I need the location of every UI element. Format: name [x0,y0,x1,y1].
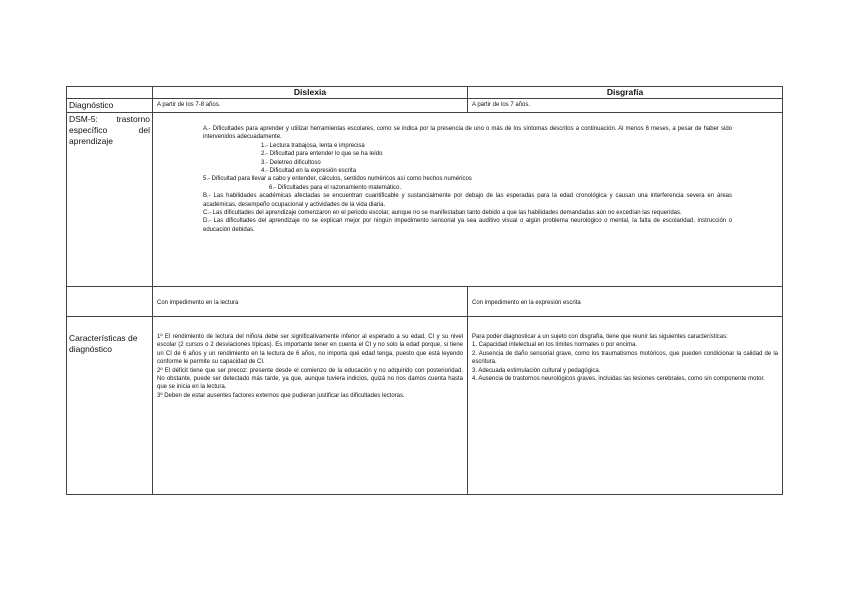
caracteristicas-dislexia [153,317,468,495]
dislexia-criterion-2: 2º El déficit tiene que ser precoz: presente desde el comienzo de la educación y no adquirido con posterioridad. No obstante, puede ser detectado más tarde, ya que, aunque tuviera indicios, quizá no nos damos cuenta hasta que se inicia en la lectura. [157,367,463,391]
criterion-a-item-1: 1.- Lectura trabajosa, lenta e imprecisa [261,142,365,149]
header-row [67,87,783,99]
disgrafia-criterion-2: 2. Ausencia de daño sensorial grave, como los traumatismos motóricos, que pueden condicionar la calidad de la escritura. [472,350,778,366]
dislexia-criterion-3: 3º Deben de estar ausentes factores externos que pudieran justificar las dificultades lectoras. [157,392,405,399]
caracteristicas-row [67,317,783,495]
subheader-row [67,287,783,317]
subheader-dislexia-text: Con impedimento en la lectura [157,300,239,306]
dsm5-row [67,113,783,287]
disgrafia-criterion-4: 4. Ausencia de trastornos neurológicos graves, incluidas las lesiones cerebrales, como sin componente motor. [472,376,765,383]
comparison-table [66,86,783,495]
criterion-c: C.- Las dificultades del aprendizaje comenzaron en el periodo escolar, aunque no se manifestaban tanto debido a que las habilidades demandadas aún no excedían las requeridas. [203,210,682,217]
header-disgrafia: Disgrafía [468,87,783,99]
dsm5-criteria [153,113,783,287]
caracteristicas-disgrafia [468,317,783,495]
criterion-a: A.- Dificultades para aprender y utilizar herramientas escolares, como se indica por la presencia de uno o más de los síntomas descritos a continuación. Al menos 6 meses, a pesar de haber sido intervenidos adecuadamente. [203,126,732,141]
diagnostico-dislexia: A partir de los 7-8 años. [153,99,468,113]
caracteristicas-label: Características de diagnóstico [67,317,153,495]
criterion-a-item-6: 6.- Dificultades para el razonamiento matemático. [269,184,402,191]
subheader-disgrafia [468,287,783,317]
dislexia-criterion-1: 1º El rendimiento de lectura del niño/a debe ser significativamente inferior al esperado a su edad, CI y su nivel escolar (2 cursos o 2 desviaciones típicas). Es importante tener en cuenta el CI y no solo la edad porque, si tiene un CI de 6 años y un rendimiento en la lectura de 6 años, no importa qué edad tenga, puesto que está leyendo conforme le permite su capacidad de CI. [157,334,463,366]
criterion-a-item-5: 5.- Dificultad para llevar a cabo y entender, cálculos, sentidos numéricos así como hechos numéricos [203,176,472,183]
criterion-b: B.- Las habilidades académicas afectadas se encuentran cuantificable y sustancialmente por debajo de las esperadas para la edad cronológica y causan una interferencia severa en áreas académicas, desempeño ocupacional y actividades de la vida diaria. [203,193,732,208]
criterion-a-item-3: 3.- Deletreo dificultoso [261,159,321,166]
criterion-d: D.- Las dificultades del aprendizaje no se explican mejor por ningún impedimento sensorial ya sea auditivo visual o algún problema neurológico o mental, la falta de escolaridad, instrucción o educación debidas. [203,218,732,233]
diagnostico-disgrafia: A partir de los 7 años. [468,99,783,113]
disgrafia-criterion-1: 1. Capacidad intelectual en los límites normales o por encima. [472,342,638,349]
subheader-disgrafia-text: Con impedimento en la expresión escrita [472,300,581,306]
disgrafia-intro: Para poder diagnosticar a un sujeto con disgrafía, tiene que reunir las siguientes características: [472,334,728,340]
diagnostico-row [67,99,783,113]
empty-corner-cell [67,87,153,99]
diagnostico-label: Diagnóstico [67,99,153,113]
header-dislexia: Dislexia [153,87,468,99]
disgrafia-criterion-3: 3. Adecuada estimulación cultural y pedagógica. [472,367,601,374]
empty-subheader-cell [67,287,153,317]
criterion-a-item-2: 2.- Dificultad para entender lo que se ha leído [261,151,383,158]
criterion-a-item-4: 4.- Dificultad en la expresión escrita [261,168,357,175]
subheader-dislexia [153,287,468,317]
dsm5-label: DSM-5: trastorno específico del aprendizaje [67,113,153,287]
